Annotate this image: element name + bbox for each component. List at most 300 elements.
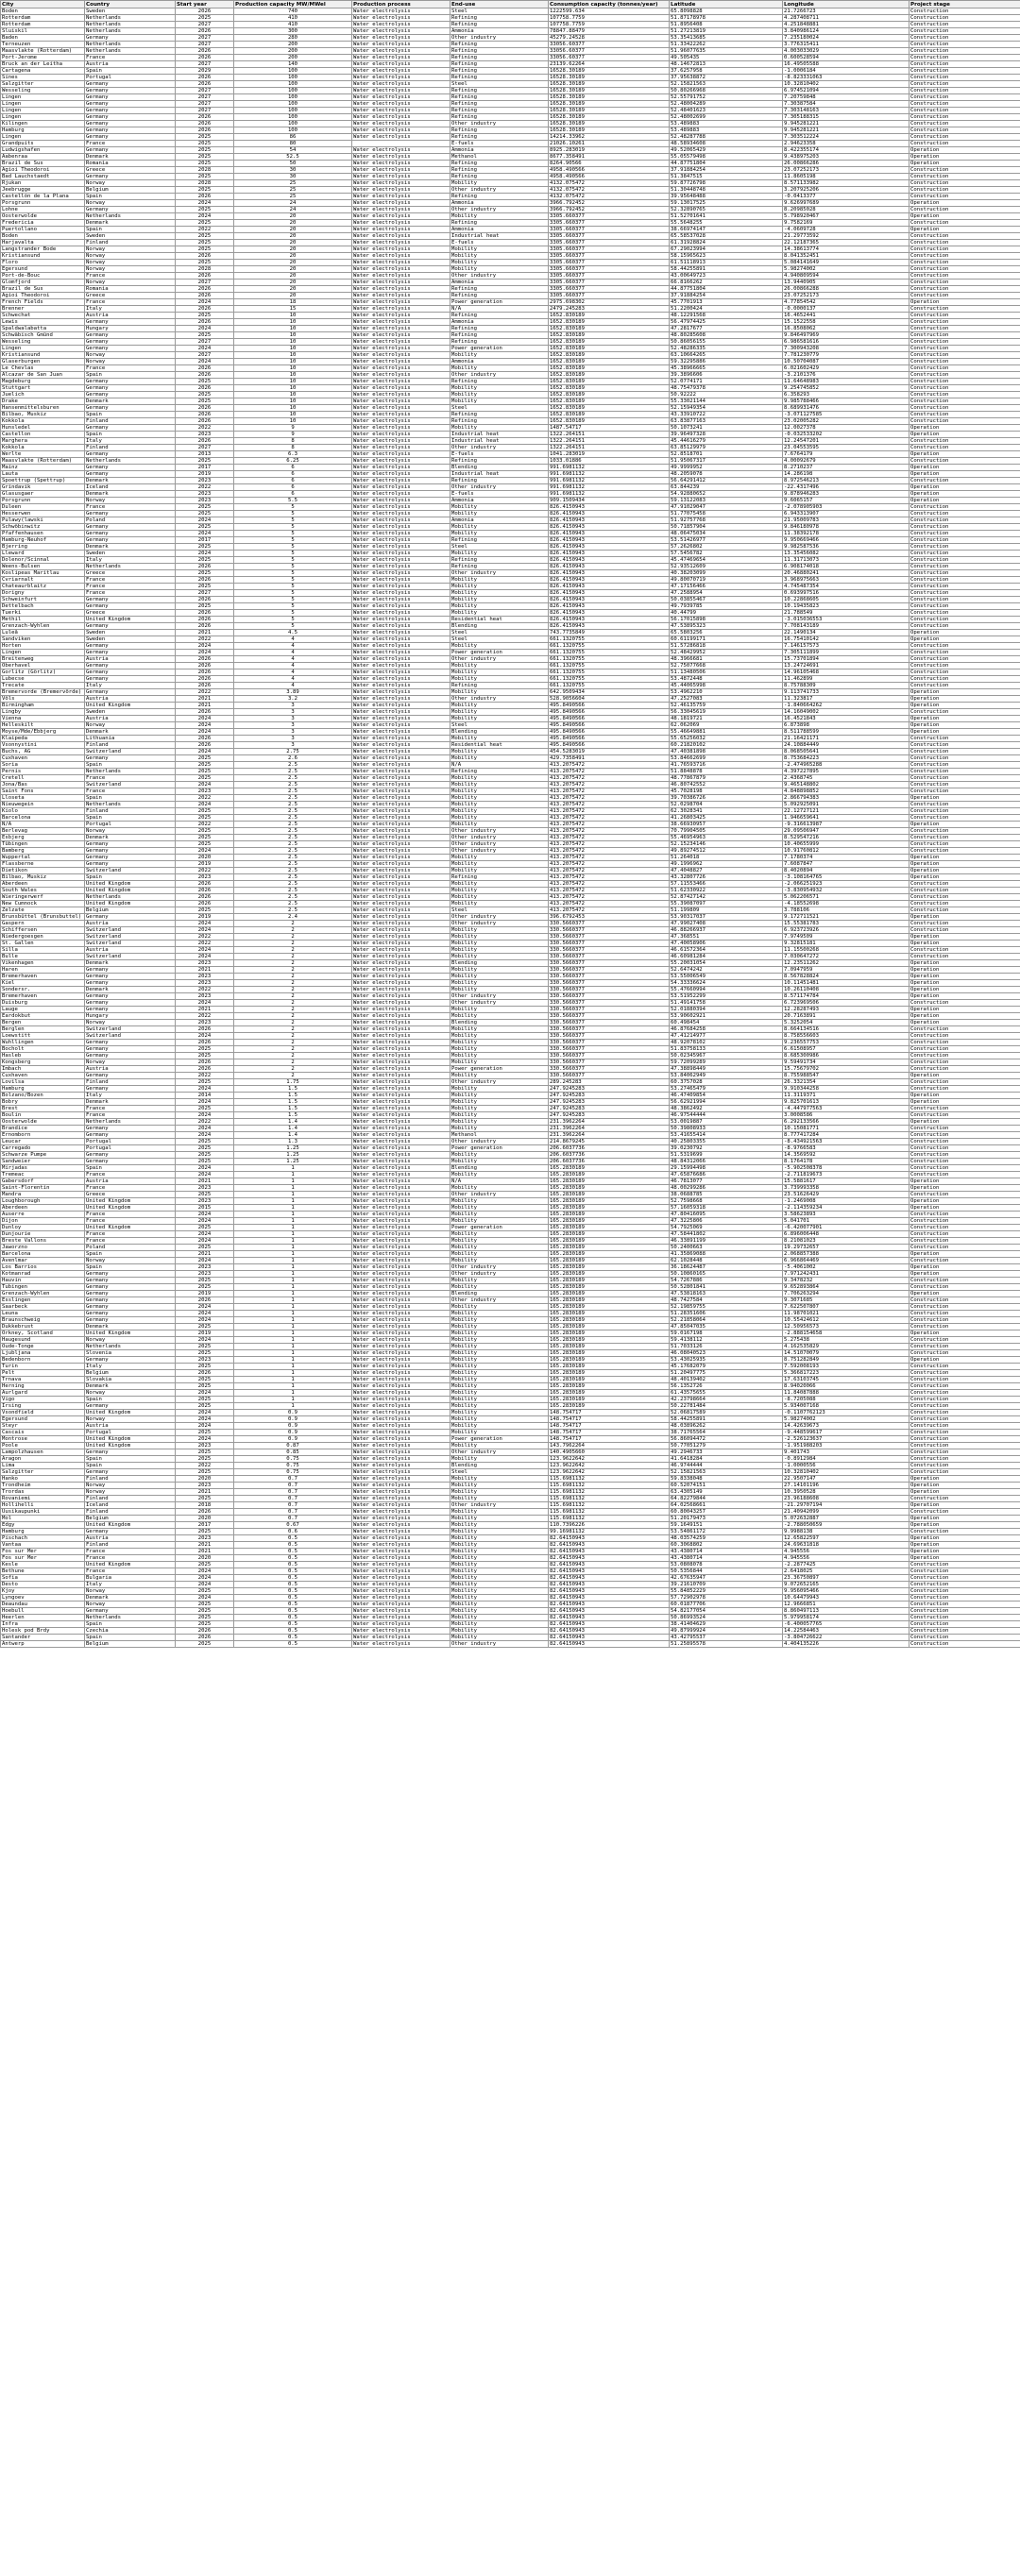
cell-country[interactable]: Germany <box>85 88 176 94</box>
cell-latitude[interactable]: 39.96497328 <box>670 432 783 438</box>
cell-start-year[interactable]: 2024 <box>176 1099 234 1106</box>
cell-city[interactable]: Cretell <box>1 775 85 782</box>
cell-longitude[interactable]: 9.32815181 <box>783 941 910 947</box>
cell-longitude[interactable]: 14.51070079 <box>783 1350 910 1357</box>
cell-country[interactable]: Austria <box>85 696 176 703</box>
cell-latitude[interactable]: 53.43025935 <box>670 1357 783 1364</box>
cell-production-capacity[interactable]: 100 <box>234 94 352 101</box>
cell-start-year[interactable]: 2026 <box>176 8 234 15</box>
cell-consumption-capacity[interactable]: 413.2075472 <box>549 841 670 848</box>
cell-latitude[interactable]: 47.368551 <box>670 934 783 941</box>
cell-production-capacity[interactable]: 200 <box>234 42 352 48</box>
cell-start-year[interactable]: 2025 <box>176 332 234 339</box>
cell-city[interactable]: Hamburg <box>1 1529 85 1535</box>
cell-city[interactable]: Leucar <box>1 1139 85 1145</box>
cell-production-process[interactable]: Water electrolysis <box>352 94 450 101</box>
cell-start-year[interactable]: 2020 <box>176 855 234 861</box>
cell-longitude[interactable]: -9.448599617 <box>783 1430 910 1436</box>
cell-country[interactable]: Germany <box>85 425 176 432</box>
cell-consumption-capacity[interactable]: 528.9056604 <box>549 696 670 703</box>
cell-consumption-capacity[interactable]: 165.2830189 <box>549 1324 670 1330</box>
cell-project-stage[interactable]: Operation <box>910 987 1020 993</box>
cell-longitude[interactable]: 4.162535829 <box>783 1344 910 1350</box>
cell-longitude[interactable]: 15.73701894 <box>783 656 910 663</box>
cell-end-use[interactable]: Other industry <box>450 696 549 703</box>
cell-end-use[interactable]: Mobility <box>450 1416 549 1423</box>
cell-latitude[interactable]: 49.87999924 <box>670 1628 783 1635</box>
cell-consumption-capacity[interactable]: 247.9245283 <box>549 1086 670 1093</box>
cell-latitude[interactable]: 39.95648488 <box>670 194 783 200</box>
cell-end-use[interactable]: Mobility <box>450 266 549 273</box>
cell-country[interactable]: Netherlands <box>85 42 176 48</box>
cell-project-stage[interactable]: Operation <box>910 1013 1020 1020</box>
cell-production-capacity[interactable]: 1 <box>234 1264 352 1271</box>
cell-country[interactable]: Spain <box>85 795 176 802</box>
cell-end-use[interactable]: Power generation <box>450 346 549 352</box>
cell-latitude[interactable]: 51.30448748 <box>670 187 783 194</box>
cell-city[interactable]: Lima <box>1 1463 85 1469</box>
cell-country[interactable]: Germany <box>85 471 176 478</box>
cell-longitude[interactable]: 5.092925091 <box>783 802 910 808</box>
cell-start-year[interactable]: 2023 <box>176 874 234 881</box>
cell-start-year[interactable]: 2025 <box>176 1615 234 1621</box>
cell-country[interactable]: France <box>85 55 176 61</box>
cell-start-year[interactable]: 2026 <box>176 663 234 669</box>
cell-production-process[interactable]: Water electrolysis <box>352 1509 450 1516</box>
cell-start-year[interactable]: 2026 <box>176 319 234 326</box>
cell-longitude[interactable]: 9.172711521 <box>783 914 910 921</box>
cell-production-process[interactable]: Water electrolysis <box>352 227 450 233</box>
cell-end-use[interactable]: Power generation <box>450 299 549 306</box>
cell-production-capacity[interactable]: 1 <box>234 1245 352 1251</box>
cell-production-capacity[interactable]: 5 <box>234 517 352 524</box>
cell-consumption-capacity[interactable]: 3305.660377 <box>549 220 670 227</box>
cell-project-stage[interactable]: Construction <box>910 1628 1020 1635</box>
cell-longitude[interactable]: 7.235180024 <box>783 35 910 42</box>
cell-project-stage[interactable]: Construction <box>910 332 1020 339</box>
cell-country[interactable]: Switzerland <box>85 941 176 947</box>
cell-country[interactable]: Norway <box>85 1059 176 1066</box>
cell-country[interactable]: France <box>85 365 176 372</box>
cell-start-year[interactable]: 2027 <box>176 339 234 346</box>
cell-latitude[interactable]: 52.46135759 <box>670 703 783 709</box>
cell-city[interactable]: Sines <box>1 75 85 81</box>
cell-production-capacity[interactable]: 3 <box>234 722 352 729</box>
cell-project-stage[interactable]: Construction <box>910 755 1020 762</box>
cell-project-stage[interactable]: Construction <box>910 1621 1020 1628</box>
cell-country[interactable]: Netherlands <box>85 22 176 28</box>
cell-longitude[interactable]: -8.7205088 <box>783 1397 910 1403</box>
cell-end-use[interactable]: Mobility <box>450 815 549 822</box>
cell-end-use[interactable]: Other industry <box>450 1297 549 1304</box>
cell-city[interactable]: Bremervorde (Bremervörde) <box>1 689 85 696</box>
cell-longitude[interactable]: 9.950669466 <box>783 537 910 544</box>
cell-start-year[interactable]: 2027 <box>176 101 234 108</box>
cell-country[interactable]: Germany <box>85 465 176 471</box>
cell-country[interactable]: Denmark <box>85 220 176 227</box>
cell-consumption-capacity[interactable]: 330.5660377 <box>549 1013 670 1020</box>
cell-city[interactable]: Castellon <box>1 432 85 438</box>
cell-longitude[interactable]: 14.16049002 <box>783 709 910 716</box>
cell-production-process[interactable]: Water electrolysis <box>352 524 450 531</box>
cell-project-stage[interactable]: Construction <box>910 1337 1020 1344</box>
cell-start-year[interactable]: 2025 <box>176 1588 234 1595</box>
cell-end-use[interactable]: Mobility <box>450 709 549 716</box>
cell-start-year[interactable]: 2022 <box>176 1013 234 1020</box>
cell-country[interactable]: Norway <box>85 1337 176 1344</box>
cell-project-stage[interactable]: Construction <box>910 293 1020 299</box>
cell-city[interactable]: Loewstitt <box>1 1033 85 1040</box>
cell-production-capacity[interactable]: 6.3 <box>234 451 352 458</box>
cell-latitude[interactable]: 46.60981284 <box>670 954 783 960</box>
cell-end-use[interactable]: Power generation <box>450 1145 549 1152</box>
cell-project-stage[interactable]: Construction <box>910 617 1020 623</box>
cell-end-use[interactable]: N/A <box>450 762 549 769</box>
cell-production-process[interactable]: Water electrolysis <box>352 1258 450 1264</box>
cell-production-process[interactable]: Water electrolysis <box>352 551 450 557</box>
cell-production-capacity[interactable]: 4 <box>234 683 352 689</box>
cell-end-use[interactable]: Mobility <box>450 1542 549 1549</box>
cell-production-capacity[interactable]: 2.5 <box>234 835 352 841</box>
cell-consumption-capacity[interactable]: 413.2075472 <box>549 881 670 888</box>
cell-country[interactable]: France <box>85 590 176 597</box>
cell-end-use[interactable]: Mobility <box>450 1073 549 1079</box>
cell-start-year[interactable]: 2027 <box>176 35 234 42</box>
cell-consumption-capacity[interactable]: 289.245283 <box>549 1079 670 1086</box>
cell-end-use[interactable]: Mobility <box>450 927 549 934</box>
cell-production-process[interactable]: Water electrolysis <box>352 1192 450 1198</box>
cell-start-year[interactable]: 2024 <box>176 921 234 927</box>
cell-longitude[interactable]: 8.4020894 <box>783 868 910 874</box>
cell-city[interactable]: Spoettrup (Spettrup) <box>1 478 85 484</box>
cell-city[interactable]: Aurlgard <box>1 1390 85 1397</box>
cell-city[interactable]: Irsing <box>1 1403 85 1410</box>
cell-country[interactable]: Austria <box>85 921 176 927</box>
cell-longitude[interactable]: 12.28287493 <box>783 1007 910 1013</box>
cell-production-capacity[interactable]: 1.4 <box>234 1126 352 1132</box>
cell-latitude[interactable]: 67.29023994 <box>670 246 783 253</box>
cell-start-year[interactable]: 2026 <box>176 286 234 293</box>
cell-longitude[interactable]: -3.2101376 <box>783 372 910 379</box>
cell-country[interactable]: Norway <box>85 200 176 207</box>
cell-start-year[interactable]: 2027 <box>176 94 234 101</box>
cell-city[interactable]: Vsondfield <box>1 1410 85 1416</box>
cell-start-year[interactable]: 2024 <box>176 359 234 365</box>
cell-city[interactable]: Dijon <box>1 1218 85 1225</box>
cell-production-capacity[interactable]: 20 <box>234 240 352 246</box>
cell-consumption-capacity[interactable]: 82.64150943 <box>549 1575 670 1582</box>
cell-city[interactable]: Holesk pod Brdy <box>1 1628 85 1635</box>
cell-start-year[interactable]: 2024 <box>176 326 234 332</box>
cell-country[interactable]: Norway <box>85 828 176 835</box>
cell-production-process[interactable]: Water electrolysis <box>352 815 450 822</box>
cell-city[interactable]: Bulle <box>1 954 85 960</box>
cell-country[interactable]: Austria <box>85 1178 176 1185</box>
cell-production-capacity[interactable]: 0.87 <box>234 1443 352 1449</box>
cell-production-capacity[interactable]: 20 <box>234 220 352 227</box>
cell-latitude[interactable]: 53.0808078 <box>670 1562 783 1568</box>
cell-end-use[interactable]: Steel <box>450 1469 549 1476</box>
cell-consumption-capacity[interactable]: 495.8490566 <box>549 716 670 722</box>
cell-consumption-capacity[interactable]: 165.2830189 <box>549 1377 670 1383</box>
cell-production-capacity[interactable]: 6.25 <box>234 458 352 465</box>
cell-project-stage[interactable]: Construction <box>910 1066 1020 1073</box>
cell-project-stage[interactable]: Construction <box>910 524 1020 531</box>
cell-longitude[interactable]: 8.567828824 <box>783 974 910 980</box>
cell-production-process[interactable]: Water electrolysis <box>352 1641 450 1648</box>
cell-city[interactable]: Bergen <box>1 1020 85 1026</box>
cell-country[interactable]: Germany <box>85 405 176 412</box>
cell-production-process[interactable]: Water electrolysis <box>352 1212 450 1218</box>
cell-start-year[interactable]: 2023 <box>176 1535 234 1542</box>
cell-production-process[interactable]: Water electrolysis <box>352 154 450 161</box>
cell-city[interactable]: Hunsledel <box>1 425 85 432</box>
cell-production-capacity[interactable]: 5 <box>234 623 352 630</box>
cell-start-year[interactable]: 2026 <box>176 901 234 907</box>
cell-latitude[interactable]: 51.87178978 <box>670 15 783 22</box>
cell-latitude[interactable]: 39.3896606 <box>670 372 783 379</box>
cell-production-process[interactable]: Water electrolysis <box>352 1364 450 1370</box>
cell-end-use[interactable]: Other industry <box>450 1271 549 1278</box>
cell-production-process[interactable]: Water electrolysis <box>352 1271 450 1278</box>
cell-start-year[interactable]: 2024 <box>176 1311 234 1317</box>
cell-longitude[interactable]: 26.3321354 <box>783 1079 910 1086</box>
cell-consumption-capacity[interactable]: 413.2075472 <box>549 868 670 874</box>
cell-consumption-capacity[interactable]: 330.5660377 <box>549 921 670 927</box>
cell-latitude[interactable]: 47.80416095 <box>670 1212 783 1218</box>
cell-consumption-capacity[interactable]: 82.64150943 <box>549 1535 670 1542</box>
cell-production-capacity[interactable]: 2.5 <box>234 822 352 828</box>
cell-production-capacity[interactable]: 1 <box>234 1330 352 1337</box>
cell-production-process[interactable]: Water electrolysis <box>352 722 450 729</box>
cell-consumption-capacity[interactable]: 16528.30189 <box>549 108 670 114</box>
cell-country[interactable]: Germany <box>85 663 176 669</box>
cell-production-process[interactable]: Water electrolysis <box>352 319 450 326</box>
cell-production-process[interactable]: Water electrolysis <box>352 1357 450 1364</box>
cell-project-stage[interactable]: Construction <box>910 1416 1020 1423</box>
cell-city[interactable]: Schwöbinwitz <box>1 524 85 531</box>
cell-city[interactable]: Glaserburgen <box>1 359 85 365</box>
cell-production-process[interactable]: Water electrolysis <box>352 385 450 392</box>
cell-consumption-capacity[interactable]: 231.3962264 <box>549 1126 670 1132</box>
cell-country[interactable]: Norway <box>85 260 176 266</box>
cell-production-process[interactable]: Water electrolysis <box>352 68 450 75</box>
cell-start-year[interactable]: 2026 <box>176 894 234 901</box>
cell-project-stage[interactable]: Construction <box>910 1026 1020 1033</box>
cell-country[interactable]: Germany <box>85 94 176 101</box>
cell-production-capacity[interactable]: 0.9 <box>234 1436 352 1443</box>
cell-city[interactable]: Hesserwen <box>1 511 85 517</box>
cell-production-process[interactable]: Water electrolysis <box>352 1496 450 1502</box>
cell-latitude[interactable]: 47.40381898 <box>670 749 783 755</box>
cell-longitude[interactable]: 8.571133982 <box>783 180 910 187</box>
cell-production-capacity[interactable]: 0.5 <box>234 1555 352 1562</box>
cell-city[interactable]: Herning <box>1 1383 85 1390</box>
cell-longitude[interactable]: 21.788549 <box>783 610 910 617</box>
cell-consumption-capacity[interactable]: 826.4150943 <box>549 597 670 603</box>
cell-project-stage[interactable]: Construction <box>910 603 1020 610</box>
cell-consumption-capacity[interactable]: 82.64150943 <box>549 1615 670 1621</box>
cell-city[interactable]: Mol <box>1 1516 85 1522</box>
cell-project-stage[interactable]: Construction <box>910 676 1020 683</box>
cell-latitude[interactable]: 56.33045619 <box>670 709 783 716</box>
cell-country[interactable]: Germany <box>85 1040 176 1046</box>
cell-production-process[interactable]: Water electrolysis <box>352 1456 450 1463</box>
cell-latitude[interactable]: 47.58441802 <box>670 1231 783 1238</box>
cell-production-capacity[interactable]: 1 <box>234 1212 352 1218</box>
cell-longitude[interactable]: 22.12727121 <box>783 808 910 815</box>
cell-project-stage[interactable]: Operation <box>910 861 1020 868</box>
cell-consumption-capacity[interactable]: 330.5660377 <box>549 1007 670 1013</box>
cell-production-process[interactable]: Water electrolysis <box>352 1132 450 1139</box>
cell-country[interactable]: Germany <box>85 855 176 861</box>
cell-city[interactable]: Tubingen <box>1 1284 85 1291</box>
cell-consumption-capacity[interactable]: 2975.698302 <box>549 299 670 306</box>
cell-latitude[interactable]: 44.87751804 <box>670 286 783 293</box>
cell-production-capacity[interactable]: 1 <box>234 1390 352 1397</box>
cell-longitude[interactable]: 14.22584463 <box>783 1628 910 1635</box>
cell-end-use[interactable]: Mobility <box>450 253 549 260</box>
cell-latitude[interactable]: 51.57286818 <box>670 643 783 650</box>
cell-project-stage[interactable]: Construction <box>910 418 1020 425</box>
col-header-latitude[interactable]: Latitude <box>670 1 783 8</box>
cell-longitude[interactable]: 15.75679702 <box>783 1066 910 1073</box>
cell-latitude[interactable]: 51.7033126 <box>670 1344 783 1350</box>
cell-longitude[interactable]: 21.7266723 <box>783 8 910 15</box>
cell-start-year[interactable]: 2025 <box>176 808 234 815</box>
cell-production-process[interactable]: Water electrolysis <box>352 445 450 451</box>
cell-start-year[interactable]: 2024 <box>176 1337 234 1344</box>
cell-longitude[interactable]: 3.776315411 <box>783 42 910 48</box>
cell-end-use[interactable]: Refining <box>450 220 549 227</box>
cell-end-use[interactable]: Other industry <box>450 1139 549 1145</box>
cell-production-process[interactable]: Water electrolysis <box>352 795 450 802</box>
cell-production-process[interactable]: Water electrolysis <box>352 894 450 901</box>
cell-latitude[interactable]: 48.58934608 <box>670 141 783 147</box>
cell-production-capacity[interactable]: 2.5 <box>234 828 352 835</box>
cell-start-year[interactable]: 2025 <box>176 1562 234 1568</box>
cell-production-capacity[interactable]: 2.5 <box>234 841 352 848</box>
cell-latitude[interactable]: 65.8098828 <box>670 8 783 15</box>
cell-start-year[interactable]: 2022 <box>176 941 234 947</box>
cell-longitude[interactable]: 9.9988138 <box>783 1529 910 1535</box>
cell-consumption-capacity[interactable]: 661.1320755 <box>549 650 670 656</box>
cell-latitude[interactable]: 38.71765564 <box>670 1430 783 1436</box>
cell-country[interactable]: France <box>85 504 176 511</box>
cell-project-stage[interactable]: Construction <box>910 233 1020 240</box>
cell-consumption-capacity[interactable]: 1652.830189 <box>549 319 670 326</box>
cell-production-capacity[interactable]: 9 <box>234 432 352 438</box>
cell-production-process[interactable]: Water electrolysis <box>352 306 450 313</box>
cell-production-capacity[interactable]: 2 <box>234 947 352 954</box>
cell-city[interactable]: Kongsberg <box>1 1059 85 1066</box>
cell-start-year[interactable]: 2026 <box>176 1297 234 1304</box>
cell-consumption-capacity[interactable]: 82.64150943 <box>549 1542 670 1549</box>
cell-project-stage[interactable]: Construction <box>910 134 1020 141</box>
cell-end-use[interactable]: Mobility <box>450 888 549 894</box>
cell-city[interactable]: Glomfjord <box>1 280 85 286</box>
cell-country[interactable]: Germany <box>85 1126 176 1132</box>
cell-city[interactable]: Grenzach-Wyhlen <box>1 623 85 630</box>
cell-longitude[interactable]: 3.58623893 <box>783 1212 910 1218</box>
cell-project-stage[interactable]: Construction <box>910 841 1020 848</box>
cell-start-year[interactable]: 2019 <box>176 1330 234 1337</box>
cell-project-stage[interactable]: Construction <box>910 1059 1020 1066</box>
cell-end-use[interactable]: Refining <box>450 564 549 570</box>
cell-city[interactable]: Salzgitter <box>1 81 85 88</box>
cell-end-use[interactable]: Refining <box>450 293 549 299</box>
cell-project-stage[interactable]: Operation <box>910 630 1020 636</box>
cell-end-use[interactable]: Mobility <box>450 1337 549 1344</box>
cell-end-use[interactable]: Mobility <box>450 1582 549 1588</box>
cell-consumption-capacity[interactable]: 165.2830189 <box>549 1165 670 1172</box>
cell-end-use[interactable]: Residential heat <box>450 742 549 749</box>
cell-city[interactable]: Agioi Theodoroi <box>1 293 85 299</box>
cell-project-stage[interactable]: Operation <box>910 960 1020 967</box>
cell-longitude[interactable]: 8.422355174 <box>783 147 910 154</box>
cell-country[interactable]: Sweden <box>85 636 176 643</box>
cell-production-process[interactable]: Water electrolysis <box>352 676 450 683</box>
cell-start-year[interactable]: 2023 <box>176 491 234 498</box>
cell-longitude[interactable]: 3.739993358 <box>783 1185 910 1192</box>
cell-longitude[interactable]: 3.788106 <box>783 907 910 914</box>
cell-project-stage[interactable]: Construction <box>910 1172 1020 1178</box>
cell-latitude[interactable]: 47.65876686 <box>670 1172 783 1178</box>
cell-project-stage[interactable]: Construction <box>910 1568 1020 1575</box>
cell-latitude[interactable]: 45.47469654 <box>670 557 783 564</box>
cell-end-use[interactable]: Mobility <box>450 1529 549 1535</box>
cell-end-use[interactable]: Mobility <box>450 967 549 974</box>
cell-production-process[interactable]: Water electrolysis <box>352 75 450 81</box>
cell-latitude[interactable]: 43.4380714 <box>670 1555 783 1562</box>
cell-production-process[interactable]: Water electrolysis <box>352 1112 450 1119</box>
cell-production-process[interactable]: Water electrolysis <box>352 432 450 438</box>
cell-production-process[interactable]: Water electrolysis <box>352 1489 450 1496</box>
cell-production-capacity[interactable]: 1 <box>234 1178 352 1185</box>
cell-end-use[interactable]: Blending <box>450 960 549 967</box>
cell-production-capacity[interactable]: 0.5 <box>234 1542 352 1549</box>
cell-country[interactable]: Norway <box>85 1483 176 1489</box>
cell-city[interactable]: Kesle <box>1 1562 85 1568</box>
cell-end-use[interactable]: Mobility <box>450 894 549 901</box>
cell-city[interactable]: Marghera <box>1 438 85 445</box>
cell-consumption-capacity[interactable]: 413.2075472 <box>549 815 670 822</box>
cell-longitude[interactable]: 5.3252054 <box>783 1020 910 1026</box>
cell-production-process[interactable]: Water electrolysis <box>352 517 450 524</box>
cell-latitude[interactable]: 43.42795537 <box>670 1635 783 1641</box>
cell-end-use[interactable]: Mobility <box>450 643 549 650</box>
cell-country[interactable]: Spain <box>85 432 176 438</box>
cell-end-use[interactable]: Mobility <box>450 1476 549 1483</box>
cell-longitude[interactable]: 12.65822597 <box>783 1535 910 1542</box>
cell-country[interactable]: Spain <box>85 412 176 418</box>
cell-project-stage[interactable]: Construction <box>910 623 1020 630</box>
cell-production-process[interactable]: Water electrolysis <box>352 147 450 154</box>
cell-longitude[interactable]: 9.236557753 <box>783 1040 910 1046</box>
cell-project-stage[interactable]: Operation <box>910 974 1020 980</box>
cell-latitude[interactable]: 46.61572364 <box>670 947 783 954</box>
cell-country[interactable]: Germany <box>85 1357 176 1364</box>
cell-latitude[interactable]: 47.4048827 <box>670 868 783 874</box>
cell-city[interactable]: Bedenborn <box>1 1357 85 1364</box>
cell-production-capacity[interactable]: 10 <box>234 352 352 359</box>
cell-production-capacity[interactable]: 5 <box>234 504 352 511</box>
cell-longitude[interactable]: 22.12187365 <box>783 240 910 246</box>
cell-city[interactable]: Desto <box>1 1582 85 1588</box>
cell-longitude[interactable]: 8.041352451 <box>783 253 910 260</box>
cell-production-capacity[interactable]: 54 <box>234 147 352 154</box>
cell-longitude[interactable]: 14.96105468 <box>783 669 910 676</box>
